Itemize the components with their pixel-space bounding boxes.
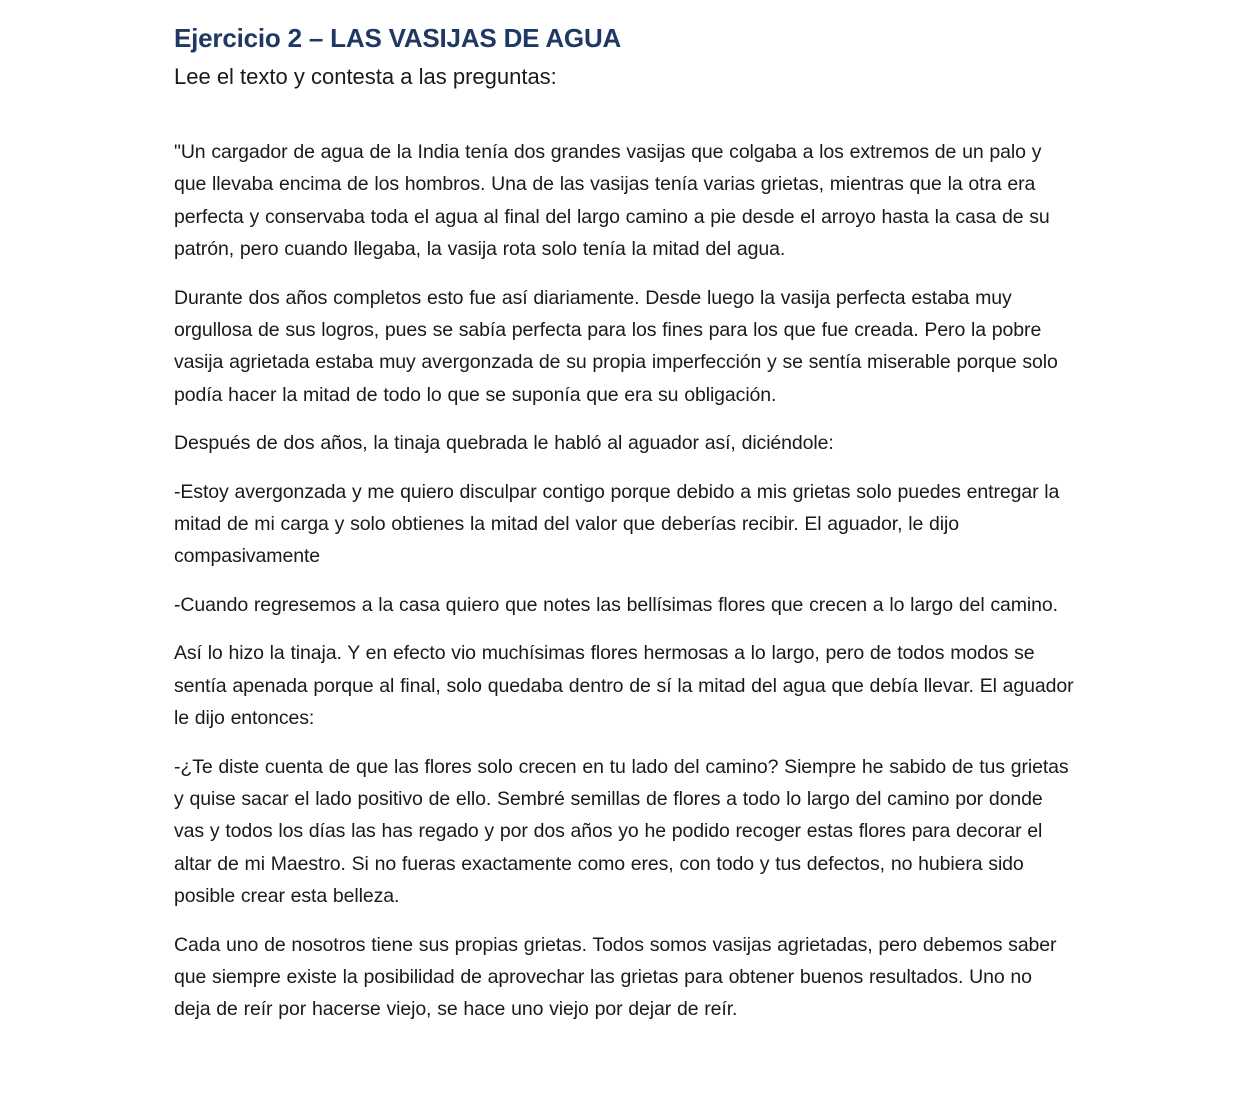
story-paragraph: -Estoy avergonzada y me quiero disculpar contigo porque debido a mis grietas solo puedes entregar la mitad de mi carga y solo obtienes la mitad del valor que deberías recibir. El aguador, le dijo compasivamente: [174, 480, 1060, 568]
story-paragraph: Así lo hizo la tinaja. Y en efecto vio muchísimas flores hermosas a lo largo, pero de todos modos se sentía apenada porque al final, solo quedaba dentro de sí la mitad del agua que debía llevar. El aguador le dijo entonces:: [174, 642, 1074, 730]
story-paragraph: -Cuando regresemos a la casa quiero que notes las bellísimas flores que crecen a lo largo del camino.: [174, 593, 1058, 616]
story-paragraph: -¿Te diste cuenta de que las flores solo crecen en tu lado del camino? Siempre he sabido de tus grietas y quise sacar el lado positivo de ello. Sembré semillas de flores a todo lo largo del camino por donde vas y todos los días las has regado y por dos años yo he podido recoger estas flores para decorar el altar de mi Maestro. Si no fueras exactamente como eres, con todo y tus defectos, no hubiera sido posible crear esta belleza.: [174, 755, 1069, 908]
story-text: [174, 136, 1074, 1026]
story-paragraph: Cada uno de nosotros tiene sus propias grietas. Todos somos vasijas agrietadas, pero debemos saber que siempre existe la posibilidad de aprovechar las grietas para obtener buenos resultados. Uno no deja de reír por hacerse viejo, se hace uno viejo por dejar de reír.: [174, 933, 1057, 1021]
exercise-title: Ejercicio 2 – LAS VASIJAS DE AGUA: [174, 23, 622, 53]
exercise-instruction: Lee el texto y contesta a las preguntas:: [174, 64, 557, 89]
story-paragraph: Después de dos años, la tinaja quebrada le habló al aguador así, diciéndole:: [174, 432, 834, 455]
story-paragraph: "Un cargador de agua de la India tenía dos grandes vasijas que colgaba a los extremos de un palo y que llevaba encima de los hombros. Una de las vasijas tenía varias grietas, mientras que la otra era perfecta y conservaba toda el agua al final del largo camino a pie desde el arroyo hasta la casa de su patrón, pero cuando llegaba, la vasija rota solo tenía la mitad del agua.: [174, 141, 1050, 261]
document-page: [174, 18, 1074, 1042]
story-paragraph: Durante dos años completos esto fue así diariamente. Desde luego la vasija perfecta estaba muy orgullosa de sus logros, pues se sabía perfecta para los fines para los que fue creada. Pero la pobre vasija agrietada estaba muy avergonzada de su propia imperfección y se sentía miserable porque solo podía hacer la mitad de todo lo que se suponía que era su obligación.: [174, 286, 1058, 406]
